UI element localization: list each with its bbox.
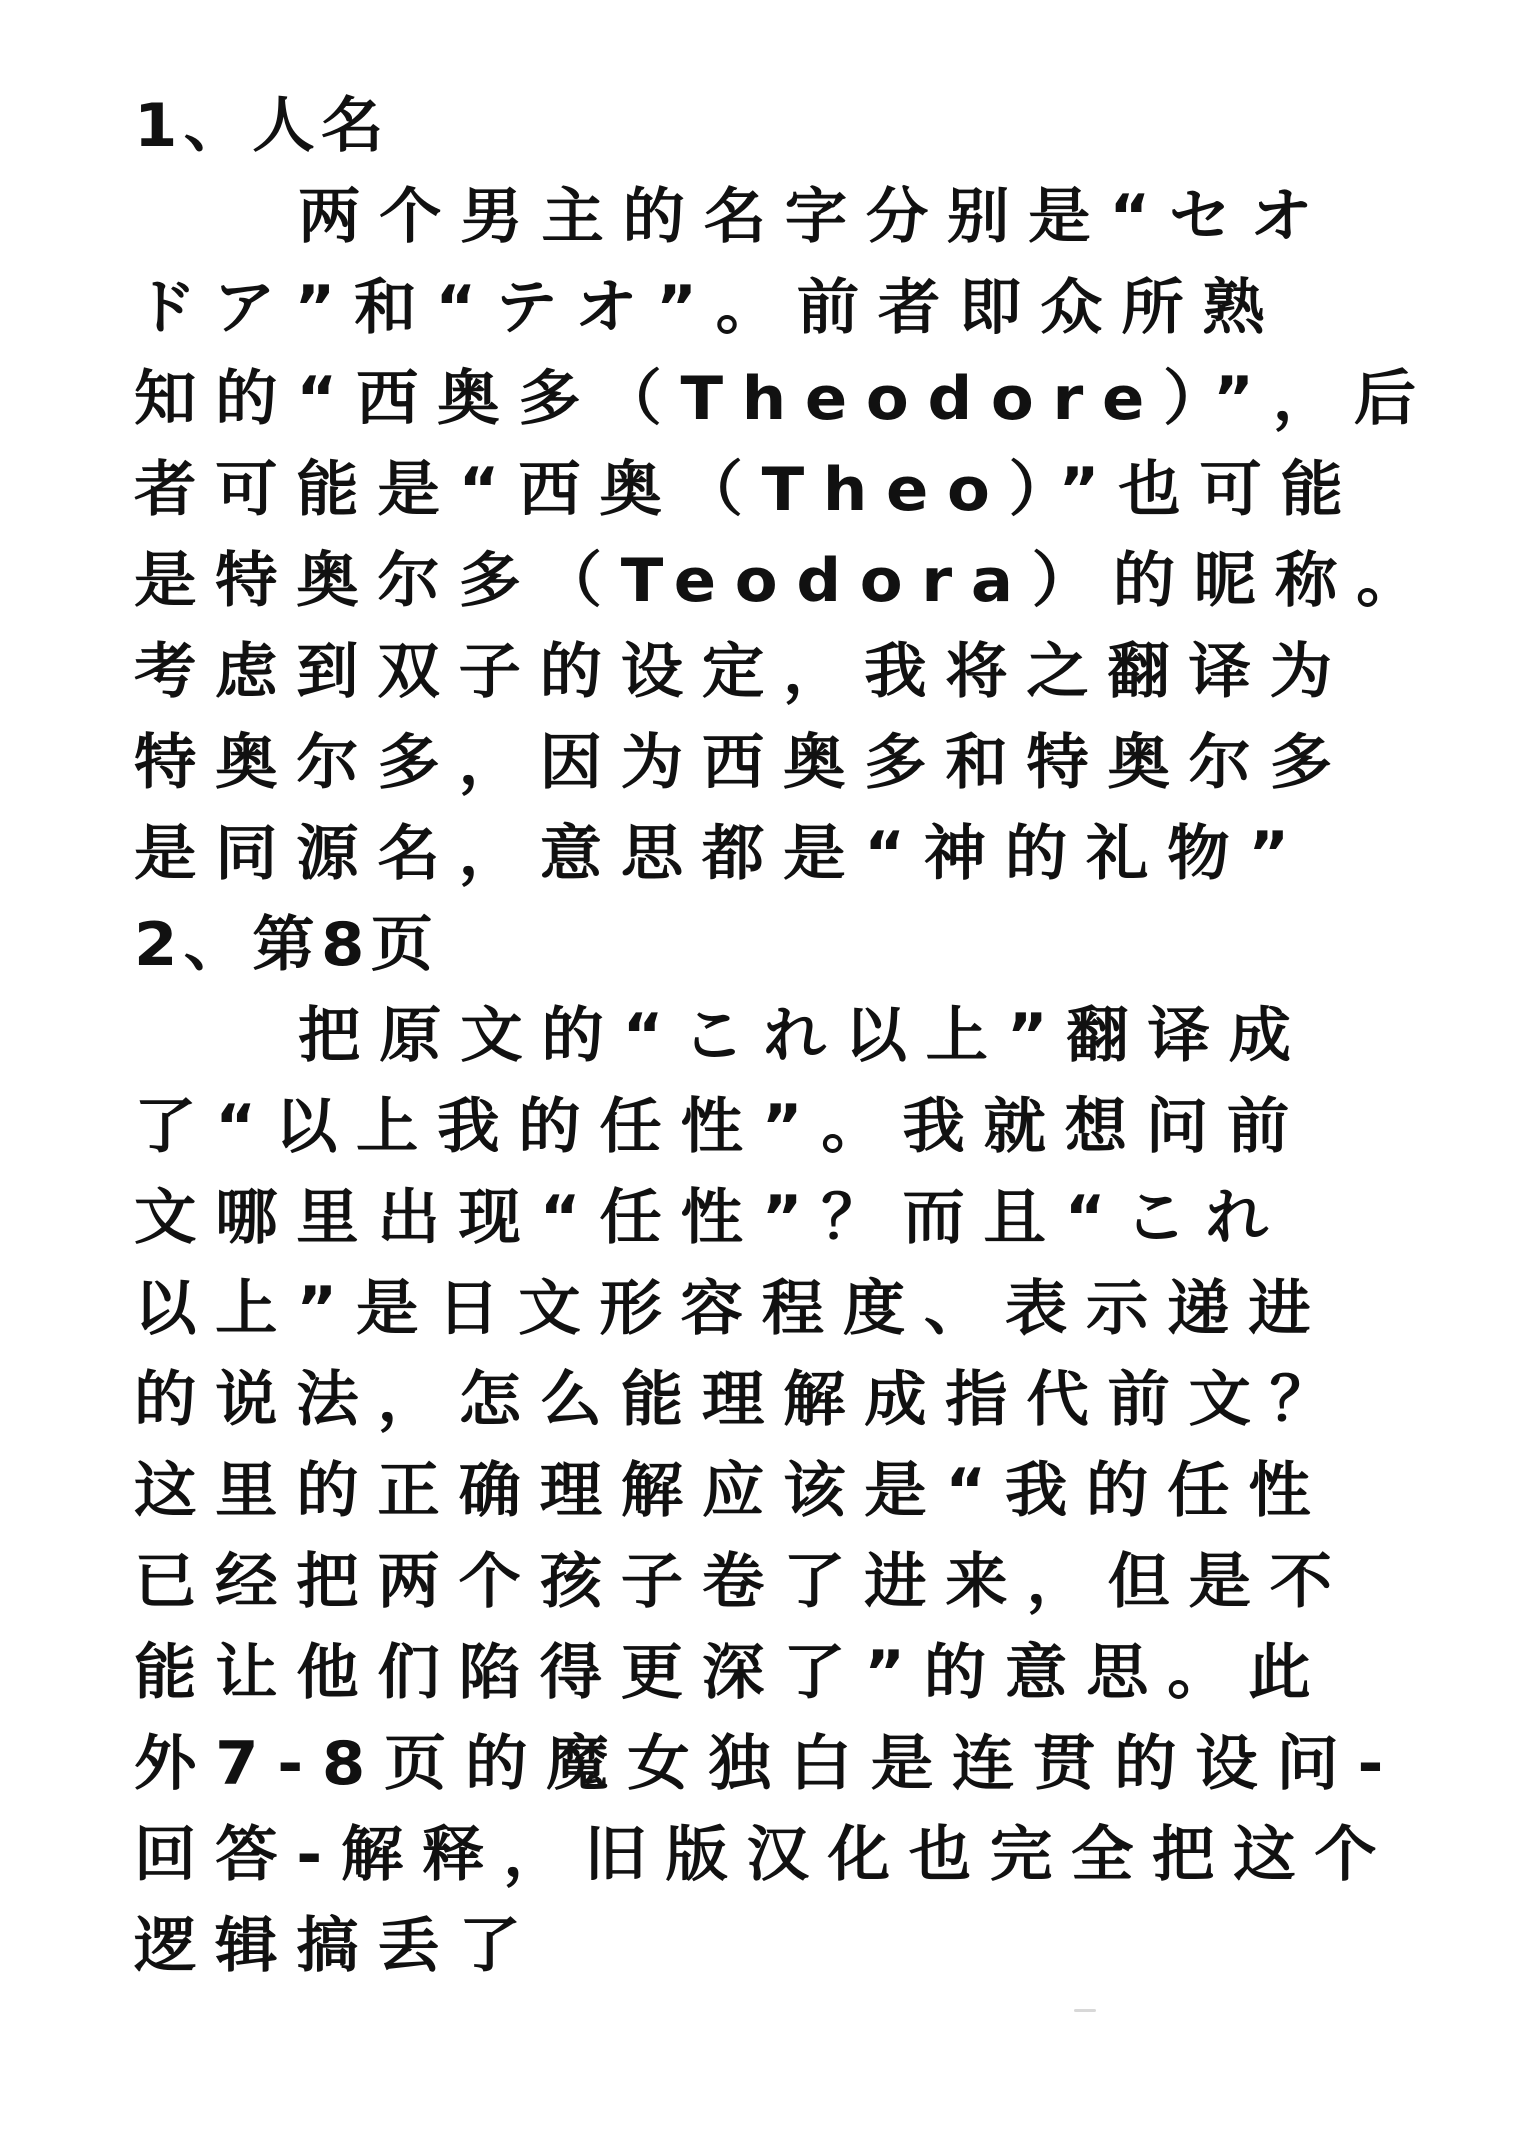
section-2-line-1: 把原文的“これ以上”翻译成 — [298, 1001, 1310, 1071]
section-2-line-2: 了“以上我的任性”。我就想问前 — [134, 1092, 1309, 1162]
section-1-line-8: 是同源名，意思都是“神的礼物” — [134, 819, 1309, 889]
section-1-line-1: 两个男主的名字分别是“セオ — [298, 182, 1332, 252]
section-2-line-6: 这里的正确理解应该是“我的任性 — [134, 1456, 1330, 1526]
section-2-line-7: 已经把两个孩子卷了进来，但是不 — [134, 1547, 1351, 1617]
section-1-line-3: 知的“西奥多（Theodore）”，后 — [134, 364, 1435, 434]
page-speck — [1074, 2009, 1096, 2012]
section-1-line-4: 者可能是“西奥（Theo）”也可能 — [134, 455, 1362, 525]
section-1-line-6: 考虑到双子的设定，我将之翻译为 — [134, 637, 1351, 707]
section-1-line-7: 特奥尔多，因为西奥多和特奥尔多 — [134, 728, 1351, 798]
section-2-line-8: 能让他们陷得更深了”的意思。此 — [134, 1638, 1330, 1708]
section-1-line-2: ドア”和“テオ”。前者即众所熟 — [134, 273, 1284, 343]
section-2-heading: 2、第8页 — [134, 910, 440, 980]
section-2-line-4: 以上”是日文形容程度、表示递进 — [134, 1274, 1330, 1344]
section-2-line-10: 回答-解释，旧版汉化也完全把这个 — [134, 1820, 1396, 1890]
section-2-line-5: 的说法，怎么能理解成指代前文？ — [134, 1365, 1351, 1435]
section-2-line-11: 逻辑搞丢了 — [134, 1911, 540, 1981]
section-2-line-3: 文哪里出现“任性”？而且“これ — [134, 1183, 1287, 1253]
section-1-heading: 1、人名 — [134, 91, 390, 161]
section-1-line-5: 是特奥尔多（Teodora）的昵称。 — [134, 546, 1438, 616]
section-2-line-9: 外7-8页的魔女独白是连贯的设问- — [134, 1729, 1403, 1799]
